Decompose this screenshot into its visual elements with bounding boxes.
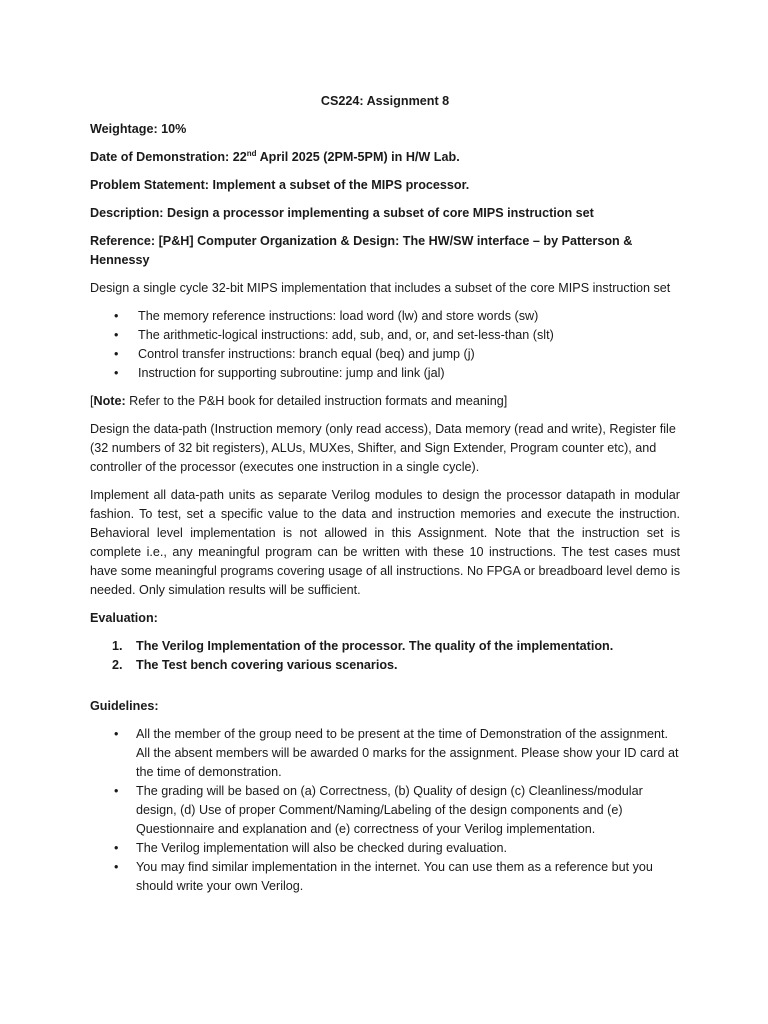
note-line (90, 392, 680, 411)
demo-date-prefix: Date of Demonstration: 22 (90, 150, 247, 164)
document-body (90, 92, 680, 905)
list-item-text: You may find similar implementation in the internet. You can use them as a reference but you should write your own Verilog. (136, 860, 653, 893)
bullet-glyph: • (114, 309, 119, 323)
list-item (90, 307, 680, 326)
bullet-glyph: • (114, 784, 119, 798)
list-item-number: 1. (112, 639, 123, 653)
problem-statement: Problem Statement: Implement a subset of the MIPS processor. (90, 178, 470, 192)
evaluation-list (90, 637, 680, 675)
list-item (90, 858, 680, 896)
bullet-glyph: • (114, 328, 119, 342)
demo-date-superscript: nd (246, 148, 257, 158)
datapath-paragraph: Design the data-path (Instruction memory (only read access), Data memory (read and write), Register file (32 numbers of 32 bit registers), ALUs, MUXes, Shifter, and Sign Extender, Program counter etc), and controller of the processor (executes one instruction in a single cycle). (90, 422, 676, 474)
list-item-number: 2. (112, 658, 123, 672)
instruction-list (90, 307, 680, 383)
list-item-text: The memory reference instructions: load word (lw) and store words (sw) (138, 309, 539, 323)
implementation-paragraph: Implement all data-path units as separate Verilog modules to design the processor datapath in modular fashion. To test, set a specific value to the data and instruction memories and execute the instruction. Behavioral level implementation is not allowed in this Assignment. Note that the instruction set is complete i.e., any meaningful program can be written with these 10 instructions. The test cases must have some meaningful programs covering usage of all instructions. No FPGA or breadboard level demo is needed. Only simulation results will be sufficient. (90, 488, 680, 597)
reference-line: Reference: [P&H] Computer Organization & Design: The HW/SW interface – by Patterson & Hennessy (90, 234, 633, 267)
guidelines-heading: Guidelines: (90, 699, 159, 713)
evaluation-heading: Evaluation: (90, 611, 158, 625)
description-line: Description: Design a processor implementing a subset of core MIPS instruction set (90, 206, 594, 220)
list-item (90, 839, 680, 858)
guidelines-list (90, 725, 680, 896)
list-item-text: The grading will be based on (a) Correctness, (b) Quality of design (c) Cleanliness/modular design, (d) Use of proper Comment/Naming/Labeling of the design components and (e) Questionnaire and explanation and (e) correctness of your Verilog implementation. (136, 784, 643, 836)
list-item-text: The Test bench covering various scenarios. (136, 658, 398, 672)
list-item (90, 637, 680, 656)
demo-date-line (90, 148, 680, 167)
list-item (90, 656, 680, 675)
bullet-glyph: • (114, 841, 119, 855)
list-item (90, 725, 680, 782)
list-item-text: Instruction for supporting subroutine: jump and link (jal) (138, 366, 445, 380)
bullet-glyph: • (114, 347, 119, 361)
list-item (90, 782, 680, 839)
note-label: Note: (93, 394, 126, 408)
list-item-text: The arithmetic-logical instructions: add, sub, and, or, and set-less-than (slt) (138, 328, 554, 342)
list-item (90, 345, 680, 364)
list-item-text: The Verilog Implementation of the processor. The quality of the implementation. (136, 639, 614, 653)
demo-date-suffix: April 2025 (2PM-5PM) in H/W Lab. (256, 150, 460, 164)
list-item-text: Control transfer instructions: branch equal (beq) and jump (j) (138, 347, 475, 361)
page-title: CS224: Assignment 8 (320, 94, 450, 108)
list-item (90, 326, 680, 345)
list-item-text: The Verilog implementation will also be checked during evaluation. (136, 841, 508, 855)
note-open-bracket: [ (90, 394, 94, 408)
weightage-line: Weightage: 10% (90, 122, 187, 136)
list-item-text: All the member of the group need to be present at the time of Demonstration of the assignment. All the absent members will be awarded 0 marks for the assignment. Please show your ID card at the time of demonstration. (136, 727, 679, 779)
bullet-glyph: • (114, 860, 119, 874)
intro-paragraph: Design a single cycle 32-bit MIPS implementation that includes a subset of the core MIPS instruction set (90, 281, 671, 295)
bullet-glyph: • (114, 366, 119, 380)
note-text: Refer to the P&H book for detailed instruction formats and meaning] (125, 394, 508, 408)
bullet-glyph: • (114, 727, 119, 741)
list-item (90, 364, 680, 383)
